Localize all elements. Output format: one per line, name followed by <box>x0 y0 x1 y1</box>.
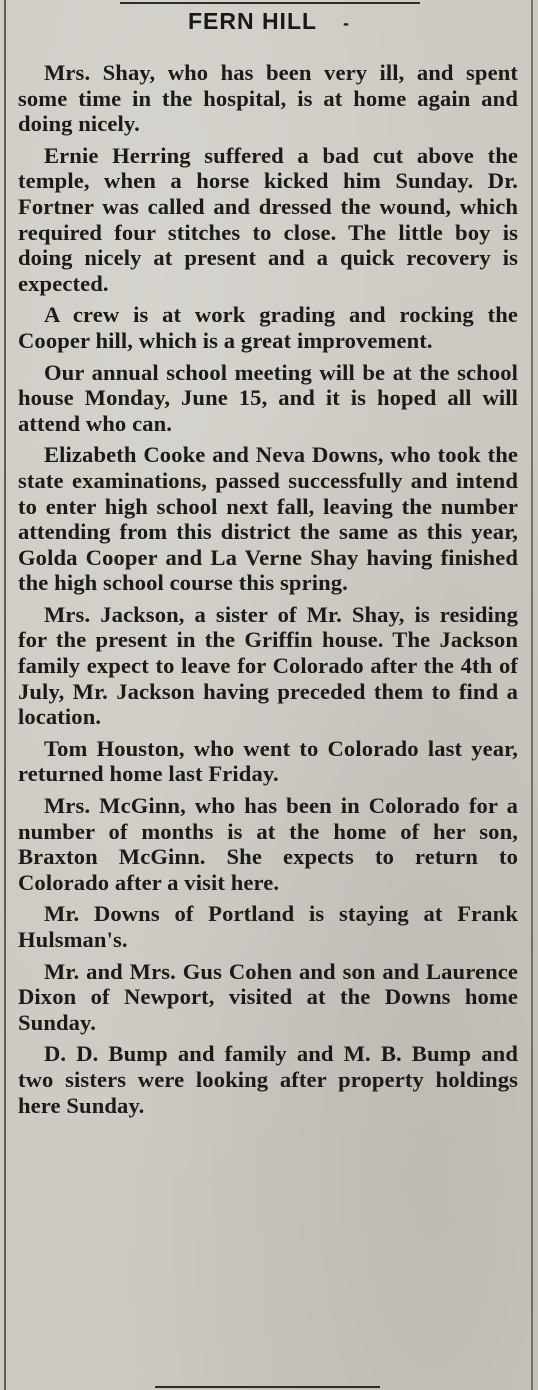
paragraph-bump-family: D. D. Bump and family and M. B. Bump and two sisters were looking after property holdings here Sunday. <box>18 1041 518 1118</box>
paragraph-jackson-family: Mrs. Jackson, a sister of Mr. Shay, is residing for the present in the Griffin house. The Jackson family expect to leave for Colorado after the 4th of July, Mr. Jackson having preceded them to find a location. <box>18 601 518 730</box>
headline-mark: - <box>343 13 351 33</box>
paragraph-school-meeting: Our annual school meeting will be at the school house Monday, June 15, and it is hoped all will attend who can. <box>18 359 518 436</box>
bottom-rule <box>155 1386 380 1388</box>
top-rule <box>120 2 420 4</box>
paragraph-herring-injury: Ernie Herring suffered a bad cut above the temple, when a horse kicked him Sunday. Dr. Fortner was called and dressed the wound, which required four stitches to close. The little boy is doing nicely at present and a quick recovery is expected. <box>18 142 518 296</box>
column-rule-right <box>531 0 533 1390</box>
paragraph-cohen-visit: Mr. and Mrs. Gus Cohen and son and Laurence Dixon of Newport, visited at the Downs home Sunday. <box>18 958 518 1035</box>
column-rule-left <box>4 0 6 1390</box>
article-body <box>18 60 518 1124</box>
paragraph-examinations: Elizabeth Cooke and Neva Downs, who took the state examinations, passed successfully and intend to enter high school next fall, leaving the number attending from this district the same as this year, Golda Cooper and La Verne Shay having finished the high school course this spring. <box>18 442 518 596</box>
paragraph-mcginn: Mrs. McGinn, who has been in Colorado for a number of months is at the home of her son, Braxton McGinn. She expects to return to Colorado after a visit here. <box>18 793 518 895</box>
headline <box>0 8 538 35</box>
paragraph-tom-houston: Tom Houston, who went to Colorado last year, returned home last Friday. <box>18 735 518 787</box>
paragraph-cooper-hill: A crew is at work grading and rocking the Cooper hill, which is a great improvement. <box>18 302 518 353</box>
paragraph-downs-portland: Mr. Downs of Portland is staying at Frank Hulsman's. <box>18 901 518 952</box>
paragraph-shay-illness: Mrs. Shay, who has been very ill, and spent some time in the hospital, is at home again and doing nicely. <box>18 60 518 137</box>
headline-title: FERN HILL <box>187 8 318 34</box>
